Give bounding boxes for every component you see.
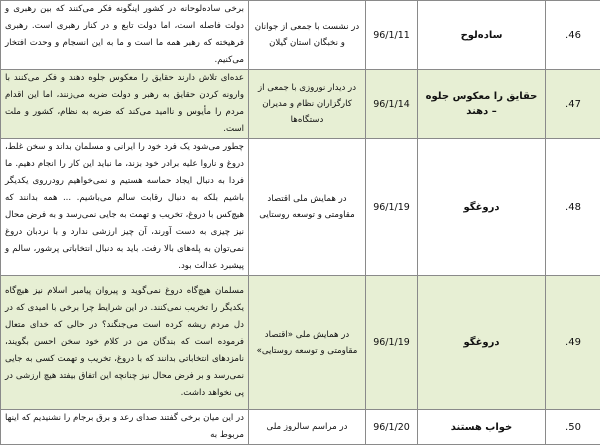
row-quote: مسلمان هیچ‌گاه دروغ نمی‌گوید و پیروان پیامبر اسلام نیز هیچ‌گاه یکدیگر را تخریب نمی‌کنند. در این شرایط چرا برخی با امیدی که در دل مردم ریشه کرده است می‌جنگند؟ در حالی که خدای متعال فرموده است که بندگان من در کلام خود سخن احسن بگویند، نامزدهای انتخاباتی بدانند که با دروغ، تخریب و تهمت کسی به جایی نمی‌رسد و بر فرض محال نیز چنانچه این اتفاق بیفتد هیچ ارزشی در پی نخواهد داشت. — [1, 276, 249, 410]
row-number: .46 — [546, 1, 600, 70]
row-title: حقایق را معکوس جلوه – دهند — [418, 70, 546, 139]
row-title: دروغگو — [418, 276, 546, 410]
row-title: ساده‌لوح — [418, 1, 546, 70]
row-date: 96/1/20 — [366, 410, 418, 445]
table-row — [1, 410, 600, 445]
row-event: در مراسم سالروز ملی — [249, 410, 366, 445]
row-event: در همایش ملی «اقتصاد مقاومتی و توسعه روستایی» — [249, 276, 366, 410]
row-date: 96/1/19 — [366, 276, 418, 410]
row-event: در دیدار نوروزی با جمعی از کارگزاران نظام و مدیران دستگاه‌ها — [249, 70, 366, 139]
row-number: .48 — [546, 139, 600, 276]
table-row — [1, 276, 600, 410]
row-quote: در این میان برخی گفتند صدای رعد و برق برجام را نشنیدیم که اینها مربوط به — [1, 410, 249, 445]
row-date: 96/1/11 — [366, 1, 418, 70]
table-row — [1, 1, 600, 70]
row-quote: عده‌ای تلاش دارند حقایق را معکوس جلوه دهند و فکر می‌کنند با وارونه کردن حقایق به رهبر و دولت ضربه می‌زنند، اما این اقدام مردم را مأیوس و ناامید می‌کند که ضربه به نظام، کشور و ملت است. — [1, 70, 249, 139]
row-number: .47 — [546, 70, 600, 139]
row-event: در همایش ملی اقتصاد مقاومتی و توسعه روستایی — [249, 139, 366, 276]
row-number: .49 — [546, 276, 600, 410]
row-event: در نشست با جمعی از جوانان و نخبگان استان گیلان — [249, 1, 366, 70]
table-row — [1, 70, 600, 139]
row-number: .50 — [546, 410, 600, 445]
row-date: 96/1/19 — [366, 139, 418, 276]
row-quote: برخی ساده‌لوحانه در کشور اینگونه فکر می‌کنند که بین رهبری و دولت فاصله است، اما دولت تابع و در کنار رهبری است. رهبری فرهیخته که رهبر همه ما است و ما به این انسجام و وحدت افتخار می‌کنیم. — [1, 1, 249, 70]
row-date: 96/1/14 — [366, 70, 418, 139]
table-row — [1, 139, 600, 276]
row-quote: چطور می‌شود یک فرد خود را ایرانی و مسلمان بداند و سخن غلط، دروغ و ناروا علیه برادر خود بزند، ما نباید این کار را انجام دهیم. ما فردا به دنبال ایجاد حماسه هستیم و نمی‌خواهیم رودرروی یکدیگر باشیم بلکه به دنبال رقابت سالم می‌باشیم. ... همه بدانند که هیچ‌کس با دروغ، تخریب و تهمت به جایی نمی‌رسد و به فرض محال نیز چیزی به دست آورند، آن چیز ارزشی ندارد و با نردبان دروغ نمی‌توان به پله‌های بالا رفت. باید به دنبال انتخاباتی پرشور، سالم و پیشبرد عدالت بود. — [1, 139, 249, 276]
row-title: دروغگو — [418, 139, 546, 276]
row-title: خواب هستند — [418, 410, 546, 445]
